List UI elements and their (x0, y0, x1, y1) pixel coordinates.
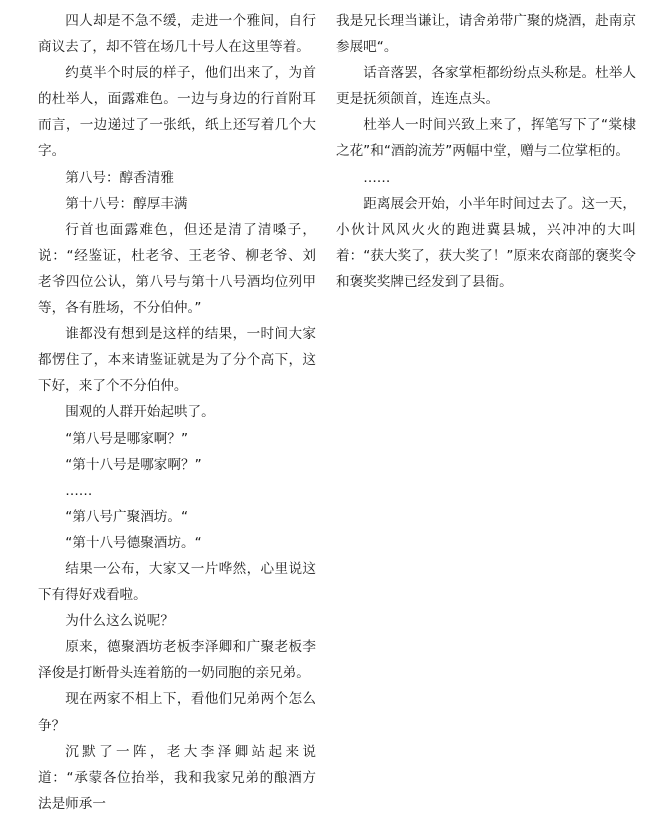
paragraph: “第八号广聚酒坊。“ (65, 508, 189, 525)
paragraph: “第八号是哪家啊？” (65, 430, 189, 447)
left-text-column (38, 8, 316, 817)
paragraph: 为什么这么说呢？ (65, 613, 174, 630)
paragraph: 四人却是不急不缓，走进一个雅间，自行商议去了，却不管在场几十号人在这里等着。 (38, 13, 316, 56)
paragraph: 沉默了一阵，老大李泽卿站起来说道：“承蒙各位抬举，我和我家兄弟的酿酒方法是师承一 (38, 743, 316, 812)
paragraph: 我是兄长理当谦让，请舍弟带广聚的烧酒，赴南京参展吧“。 (336, 13, 636, 56)
paragraph: 话音落罢，各家掌柜都纷纷点头称是。杜举人更是抚须颌首，连连点头。 (336, 65, 636, 108)
paragraph: 约莫半个时辰的样子，他们出来了，为首的杜举人，面露难色。一边与身边的行首附耳而言，一边递过了一张纸，纸上还写着几个大字。 (38, 65, 316, 160)
paragraph: 第十八号：醇厚丰满 (65, 195, 188, 212)
right-text-column (336, 8, 636, 295)
paragraph: 杜举人一时间兴致上来了，挥笔写下了“棠棣之花”和“酒韵流芳”两幅中堂，赠与二位掌柜的。 (336, 117, 636, 160)
paragraph: “第十八号是哪家啊？” (65, 456, 202, 473)
paragraph: …… (65, 482, 93, 499)
paragraph: 现在两家不相上下，看他们兄弟两个怎么争？ (38, 691, 316, 734)
column-gutter (326, 0, 327, 778)
paragraph: …… (363, 169, 391, 186)
paragraph: 第八号：醇香清雅 (65, 169, 174, 186)
paragraph: 围观的人群开始起哄了。 (65, 404, 215, 421)
paragraph: 原来，德聚酒坊老板李泽卿和广聚老板李泽俊是打断骨头连着筋的一奶同胞的亲兄弟。 (38, 639, 316, 682)
paragraph: “第十八号德聚酒坊。“ (65, 534, 202, 551)
paragraph: 结果一公布，大家又一片哗然，心里说这下有得好戏看啦。 (38, 560, 316, 604)
paragraph: 行首也面露难色，但还是清了清嗓子，说：“经鉴证，杜老爷、王老爷、柳老爷、刘老爷四位公认，第八号与第十八号酒均位列甲等，各有胜场，不分伯仲。” (38, 221, 316, 317)
paragraph: 距离展会开始，小半年时间过去了。这一天，小伙计风风火火的跑进冀县城，兴冲冲的大叫着：“获大奖了，获大奖了！”原来农商部的褒奖令和褒奖奖牌已经发到了县衙。 (336, 195, 636, 290)
paragraph: 谁都没有想到是这样的结果，一时间大家都愣住了，本来请鉴证就是为了分个高下，这下好，来了个不分伯仲。 (38, 326, 316, 395)
